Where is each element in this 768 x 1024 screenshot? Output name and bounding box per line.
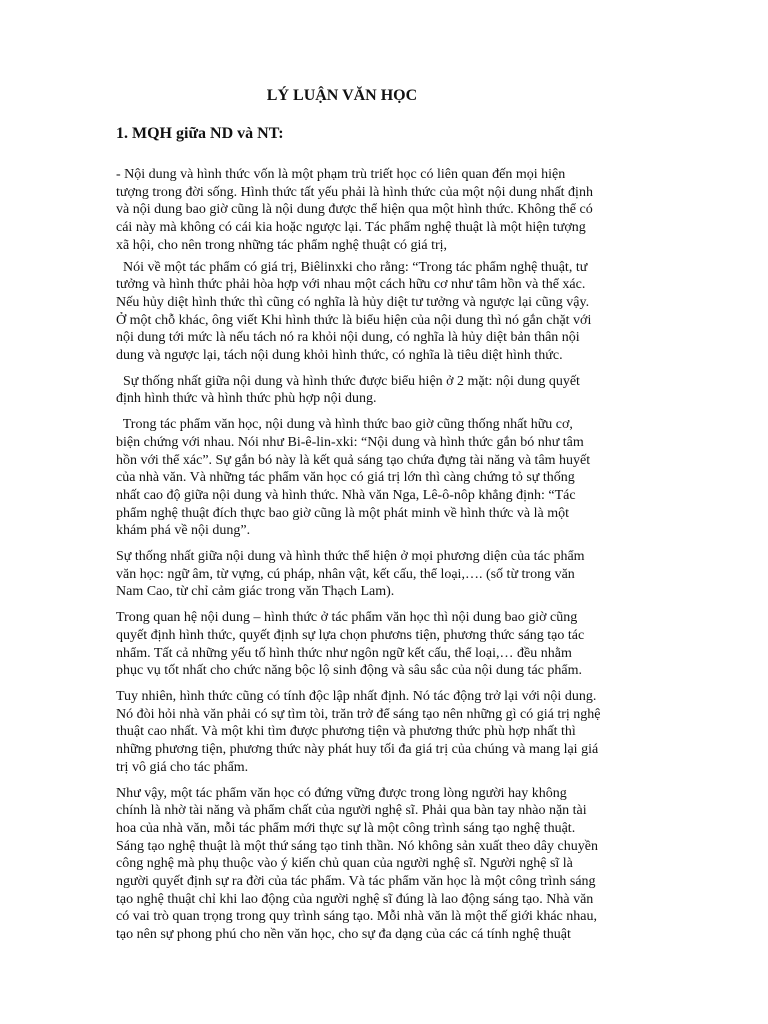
text-line: Nếu hủy diệt hình thức thì cũng có nghĩa là hủy diệt tư tưởng và ngược lại cũng vậy.: [116, 294, 590, 310]
text-line: xã hội, cho nên trong những tác phẩm nghệ thuật có giá trị,: [116, 237, 448, 253]
paragraph: [116, 373, 656, 408]
text-line: trị vô giá cho tác phẩm.: [116, 759, 249, 775]
text-line: thuật cao nhất. Và một khi tìm được phương tiện và phương thức phù hợp nhất thì: [116, 724, 576, 740]
text-line: dung và ngược lại, tách nội dung khỏi hình thức, có nghĩa là tiêu diệt hình thức.: [116, 348, 563, 364]
text-line: Sự thống nhất giữa nội dung và hình thức thể hiện ở mọi phương diện của tác phẩm: [116, 549, 585, 565]
section-heading: 1. MQH giữa ND và NT:: [116, 125, 284, 142]
text-line: Như vậy, một tác phẩm văn học có đứng vững được trong lòng người hay không: [116, 785, 567, 801]
text-line: định hình thức và hình thức phù hợp nội dung.: [116, 391, 377, 407]
text-line: văn học: ngữ âm, từ vựng, cú pháp, nhân vật, kết cấu, thể loại,…. (số từ trong văn: [116, 566, 575, 582]
text-line: phục vụ tốt nhất cho chức năng bộc lộ sinh động và sâu sắc của nội dung tác phẩm.: [116, 663, 582, 679]
text-line: nội dung tới mức là nếu tách nó ra khỏi nội dung, có nghĩa là hủy diệt bản thân nội: [116, 330, 580, 346]
text-line: và nội dung bao giờ cũng là nội dung được thể hiện qua một hình thức. Không thể có: [116, 202, 593, 218]
text-line: - Nội dung và hình thức vốn là một phạm trù triết học có liên quan đến mọi hiện: [116, 167, 566, 182]
text-line: tưởng và hình thức phải hòa hợp với nhau một cách hữu cơ như tâm hồn và thể xác.: [116, 277, 586, 293]
text-line: khám phá về nội dung”.: [116, 523, 251, 539]
document-title: LÝ LUẬN VĂN HỌC: [266, 87, 418, 104]
paragraph: [116, 259, 656, 365]
text-line: Sáng tạo nghệ thuật là một thứ sáng tạo tinh thần. Nó không sản xuất theo dây chuyền: [116, 838, 598, 854]
text-line: công nghệ mà phụ thuộc vào ý kiến chủ quan của người nghệ sĩ. Người nghệ sĩ là: [116, 856, 573, 872]
text-line: nhẩm. Tất cả những yếu tố hình thức như ngôn ngữ kết cấu, thể loại,… đều nhằm: [116, 645, 572, 661]
paragraph: [116, 609, 656, 680]
paragraph: [116, 166, 656, 255]
text-line: quyết định hình thức, quyết định sự lựa chọn phươns tiện, phương thức sáng tạo tác: [116, 627, 585, 643]
text-line: phẩm nghệ thuật đích thực bao giờ cũng là một phát minh về hình thức và là một: [116, 505, 569, 521]
text-line: Trong quan hệ nội dung – hình thức ở tác phẩm văn học thì nội dung bao giờ cũng: [116, 610, 578, 626]
text-line: biện chứng với nhau. Nói như Bi-ê-lin-xki: “Nội dung và hình thức gắn bó như tâm: [116, 434, 584, 450]
text-line: có vai trò quan trọng trong quy trình sáng tạo. Mỗi nhà văn là một thế giới khác nhau,: [116, 909, 597, 925]
text-line: Trong tác phẩm văn học, nội dung và hình thức bao giờ cũng thống nhất hữu cơ,: [116, 417, 573, 433]
text-line: Nó đòi hỏi nhà văn phải có sự tìm tòi, trăn trở để sáng tạo nên những gì có giá trị nghệ: [116, 706, 601, 722]
paragraph: [116, 416, 656, 540]
text-line: cái này mà không có cái kia hoặc ngược lại. Tác phẩm nghệ thuật là một hiện tượng: [116, 220, 586, 236]
text-line: tạo nghệ thuật chỉ khi lao động của người nghệ sĩ đúng là lao động sáng tạo. Nhà văn: [116, 891, 594, 907]
text-line: hồn với thể xác”. Sự gắn bó này là kết quả sáng tạo chứa đựng tài năng và tâm huyết: [116, 452, 591, 468]
text-line: Ở một chỗ khác, ông viết Khi hình thức là biểu hiện của nội dung thì nó gắn chặt với: [116, 312, 592, 328]
text-line: những phương tiện, phương thức này phát huy tối đa giá trị của chúng và mang lại giá: [116, 742, 599, 758]
text-line: Sự thống nhất giữa nội dung và hình thức được biểu hiện ở 2 mặt: nội dung quyết: [116, 373, 580, 389]
text-line: Nói về một tác phẩm có giá trị, Biêlinxki cho rằng: “Trong tác phẩm nghệ thuật, tư: [116, 259, 588, 275]
text-line: Nam Cao, từ chỉ cảm giác trong văn Thạch Lam).: [116, 584, 395, 600]
text-line: nhất cao độ giữa nội dung và hình thức. Nhà văn Nga, Lê-ô-nôp khẳng định: “Tác: [116, 487, 576, 503]
paragraph: [116, 785, 656, 944]
paragraph: [116, 688, 656, 777]
text-line: chính là nhờ tài năng và phẩm chất của người nghệ sĩ. Phải qua bàn tay nhào nặn tài: [116, 803, 587, 819]
text-line: của nhà văn. Và những tác phẩm văn học có giá trị lớn thì càng chứng tỏ sự thống: [116, 470, 575, 486]
text-line: người quyết định sự ra đời của tác phẩm. Và tác phẩm văn học là một công trình sáng: [116, 874, 596, 890]
document-body: [116, 166, 656, 952]
paragraph: [116, 548, 656, 601]
text-line: tạo nên sự phong phú cho nền văn học, cho sự đa dạng của các cá tính nghệ thuật: [116, 927, 571, 943]
text-line: Tuy nhiên, hình thức cũng có tính độc lập nhất định. Nó tác động trở lại với nội dung.: [116, 688, 597, 704]
text-line: hoa của nhà văn, mỗi tác phẩm mới thực sự là một công trình sáng tạo nghệ thuật.: [116, 820, 576, 836]
text-line: tượng trong đời sống. Hình thức tất yếu phải là hình thức của một nội dung nhất định: [116, 184, 593, 200]
